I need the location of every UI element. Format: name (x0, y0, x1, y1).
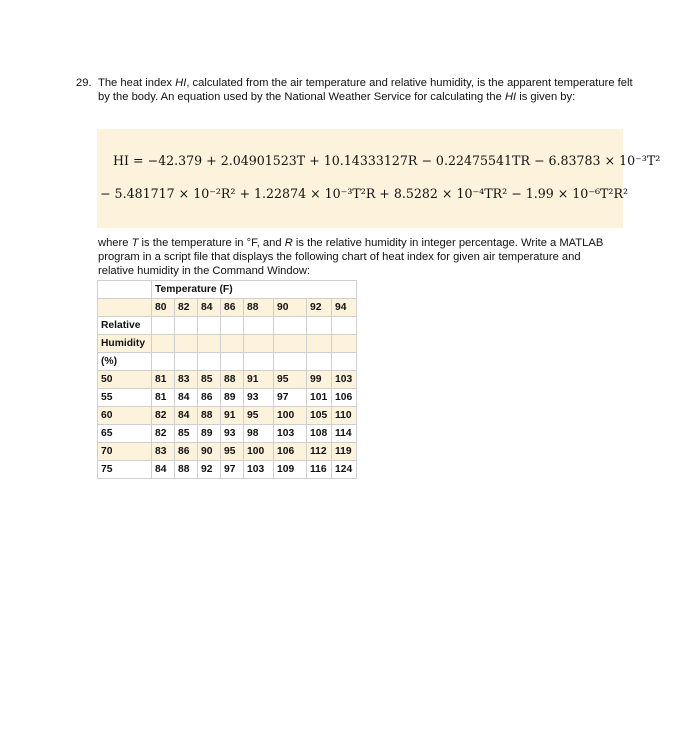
row-label-header-row (98, 353, 357, 371)
heat-index-value: 95 (244, 407, 274, 425)
heat-index-value: 112 (307, 443, 332, 461)
empty-cell (244, 353, 274, 371)
empty-cell (221, 353, 244, 371)
desc-b: is the temperature in °F, and (138, 237, 285, 249)
heat-index-value: 86 (198, 389, 221, 407)
heat-index-value: 81 (152, 371, 175, 389)
column-header: 90 (274, 299, 307, 317)
problem-statement (98, 76, 636, 104)
table-row (98, 371, 357, 389)
heat-index-value: 93 (221, 425, 244, 443)
empty-cell (274, 353, 307, 371)
rh-label: 70 (98, 443, 152, 461)
desc-T: T (131, 237, 139, 249)
rh-label: 55 (98, 389, 152, 407)
heat-index-value: 90 (198, 443, 221, 461)
empty-cell (221, 335, 244, 353)
heat-index-value: 95 (274, 371, 307, 389)
heat-index-value: 97 (274, 389, 307, 407)
equation-line-2 (100, 186, 628, 201)
desc-R: R (284, 237, 293, 249)
column-header: 94 (332, 299, 357, 317)
column-header: 92 (307, 299, 332, 317)
table-row (98, 389, 357, 407)
heat-index-value: 101 (307, 389, 332, 407)
heat-index-value: 103 (332, 371, 357, 389)
heat-index-table-body (98, 281, 357, 479)
empty-cell (198, 353, 221, 371)
problem-text-2: , calculated from the air temperature and relative humidity, is the apparent temperature felt by the body. An equation used by the National Weather Service for calculating the (98, 77, 633, 103)
heat-index-value: 98 (244, 425, 274, 443)
heat-index-value: 84 (152, 461, 175, 479)
heat-index-value: 109 (274, 461, 307, 479)
equation-line-1 (113, 153, 660, 168)
hi-symbol-1: HI (175, 77, 187, 89)
empty-cell (198, 317, 221, 335)
heat-index-value: 97 (221, 461, 244, 479)
column-header: 80 (152, 299, 175, 317)
empty-cell (198, 335, 221, 353)
table-row (98, 443, 357, 461)
heat-index-value: 103 (244, 461, 274, 479)
rh-label: 65 (98, 425, 152, 443)
empty-cell (152, 353, 175, 371)
problem-29 (76, 76, 636, 104)
heat-index-value: 105 (307, 407, 332, 425)
problem-number: 29. (76, 77, 92, 89)
empty-cell (332, 335, 357, 353)
heat-index-value: 93 (244, 389, 274, 407)
heat-index-value: 100 (244, 443, 274, 461)
empty-cell (175, 335, 198, 353)
heat-index-value: 116 (307, 461, 332, 479)
empty-cell (307, 335, 332, 353)
heat-index-value: 83 (152, 443, 175, 461)
table-title-row (98, 281, 357, 299)
empty-cell (244, 335, 274, 353)
heat-index-value: 85 (198, 371, 221, 389)
heat-index-value: 91 (221, 407, 244, 425)
heat-index-value: 95 (221, 443, 244, 461)
empty-cell (221, 317, 244, 335)
heat-index-value: 88 (221, 371, 244, 389)
empty-cell (175, 353, 198, 371)
row-label-header: Humidity (98, 335, 152, 353)
problem-text-1: The heat index (98, 77, 176, 89)
heat-index-value: 85 (175, 425, 198, 443)
heat-index-value: 89 (198, 425, 221, 443)
heat-index-value: 106 (332, 389, 357, 407)
row-label-header: Relative (98, 317, 152, 335)
heat-index-value: 124 (332, 461, 357, 479)
heat-index-value: 110 (332, 407, 357, 425)
heat-index-value: 88 (175, 461, 198, 479)
table-header-row (98, 299, 357, 317)
desc-a: where (98, 237, 132, 249)
heat-index-value: 103 (274, 425, 307, 443)
rh-label: 75 (98, 461, 152, 479)
empty-cell (152, 317, 175, 335)
heat-index-value: 83 (175, 371, 198, 389)
empty-cell (152, 335, 175, 353)
heat-index-value: 99 (307, 371, 332, 389)
empty-cell (274, 335, 307, 353)
heat-index-value: 114 (332, 425, 357, 443)
problem-text-3: is given by: (516, 91, 576, 103)
row-label-header-row (98, 317, 357, 335)
heat-index-value: 86 (175, 443, 198, 461)
eq-line2-text: − 5.481717 × 10⁻²R² + 1.22874 × 10⁻³T²R + 8.5282 × 10⁻⁴TR² − 1.99 × 10⁻⁶T²R² (100, 186, 628, 201)
empty-cell (307, 353, 332, 371)
table-corner-cell (98, 281, 152, 299)
description-text (98, 236, 613, 278)
row-label-header: (%) (98, 353, 152, 371)
equation-box (97, 129, 661, 228)
table-row (98, 461, 357, 479)
empty-cell (244, 317, 274, 335)
empty-cell (175, 317, 198, 335)
empty-cell (332, 317, 357, 335)
rh-label: 50 (98, 371, 152, 389)
heat-index-value: 84 (175, 407, 198, 425)
hi-symbol-2: HI (504, 91, 517, 103)
heat-index-table (97, 280, 357, 479)
heat-index-value: 88 (198, 407, 221, 425)
heat-index-value: 89 (221, 389, 244, 407)
column-header: 86 (221, 299, 244, 317)
heat-index-value: 100 (274, 407, 307, 425)
heat-index-value: 91 (244, 371, 274, 389)
table-title: Temperature (F) (152, 281, 357, 299)
table-row (98, 425, 357, 443)
empty-cell (307, 317, 332, 335)
heat-index-value: 92 (198, 461, 221, 479)
eq-line1-text: HI = −42.379 + 2.04901523T + 10.14333127R − 0.22475541TR − 6.83783 × 10⁻³T² (113, 153, 661, 168)
column-header: 84 (198, 299, 221, 317)
rh-label: 60 (98, 407, 152, 425)
column-header: 88 (244, 299, 274, 317)
heat-index-value: 82 (152, 425, 175, 443)
heat-index-value: 108 (307, 425, 332, 443)
heat-index-value: 84 (175, 389, 198, 407)
heat-index-value: 81 (152, 389, 175, 407)
heat-index-value: 119 (332, 443, 357, 461)
empty-cell (332, 353, 357, 371)
row-label-header-row (98, 335, 357, 353)
table-row (98, 407, 357, 425)
heat-index-value: 106 (274, 443, 307, 461)
empty-cell (274, 317, 307, 335)
desc-c: is the relative humidity in integer percentage. Write a MATLAB program in a script file that displays the following chart of heat index for given air temperature and relative humidity in the Command Window: (98, 237, 604, 277)
column-header: 82 (175, 299, 198, 317)
heat-index-value: 82 (152, 407, 175, 425)
table-header-corner (98, 299, 152, 317)
